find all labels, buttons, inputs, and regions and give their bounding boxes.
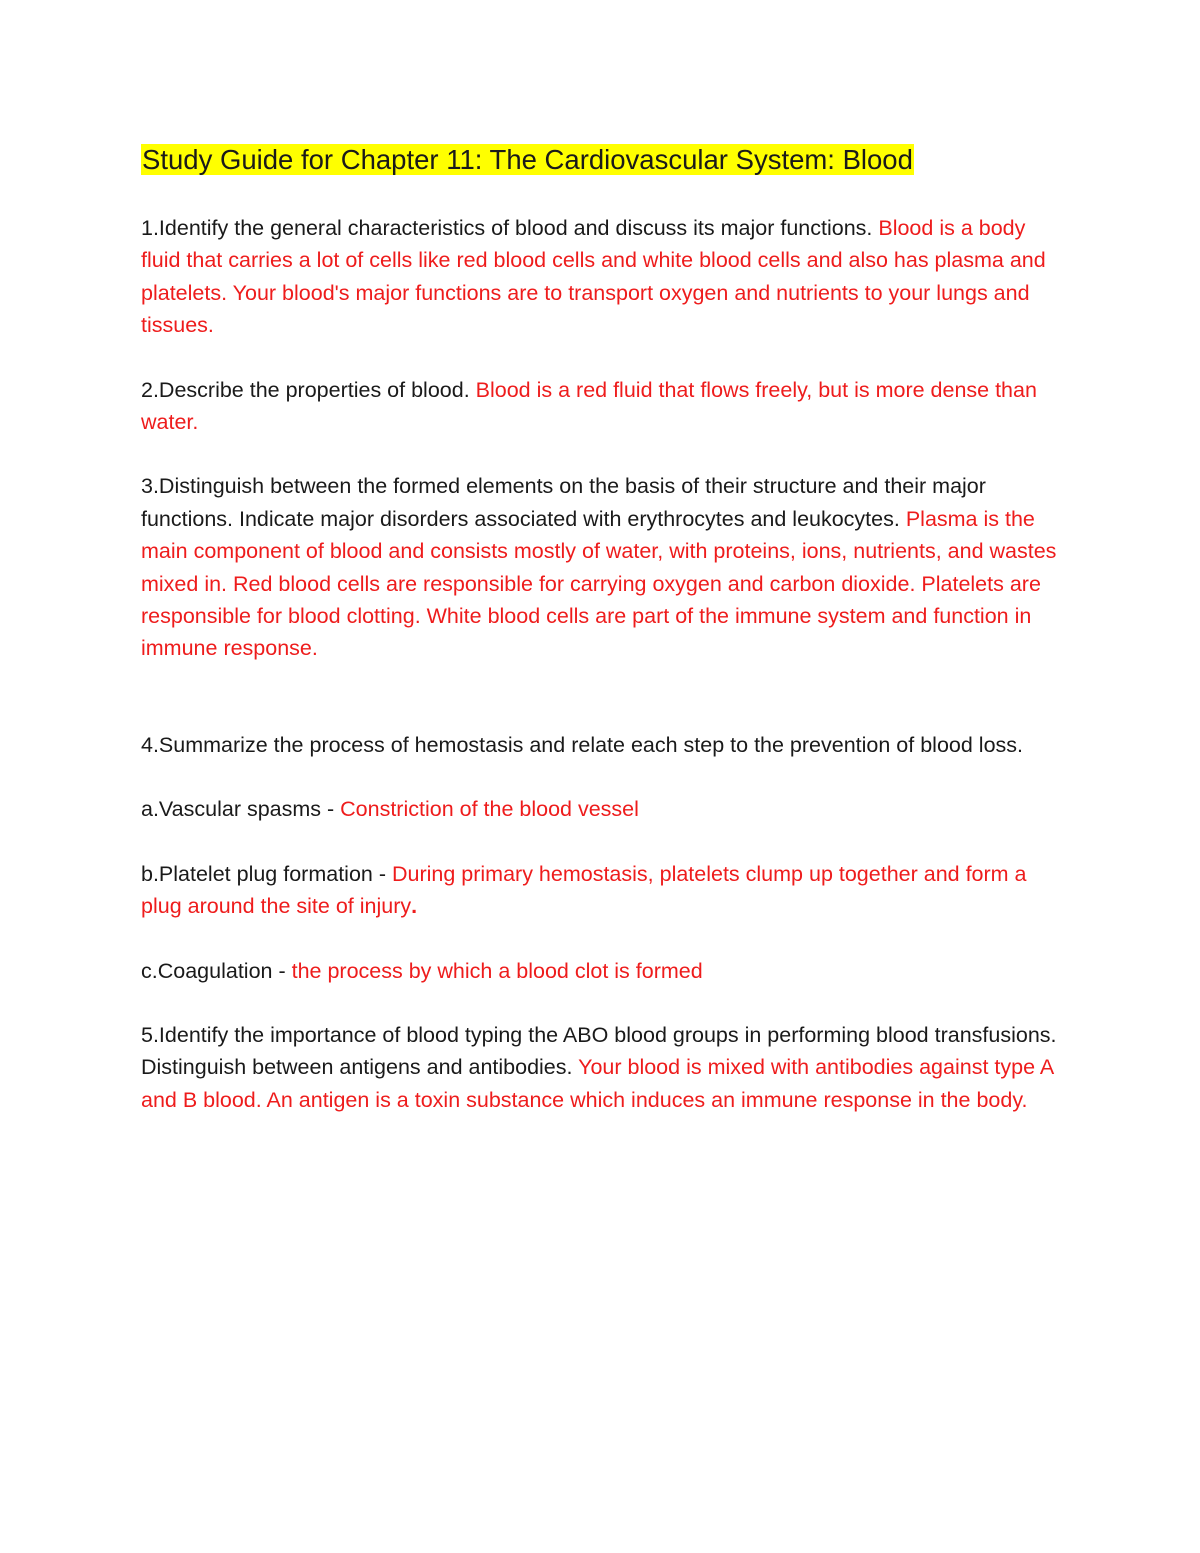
answer-4a-text: Constriction of the blood vessel xyxy=(340,797,639,822)
question-2 xyxy=(141,374,1061,439)
question-5 xyxy=(141,1019,1061,1116)
answer-4b-end: . xyxy=(411,894,418,919)
page-title: Study Guide for Chapter 11: The Cardiovascular System: Blood xyxy=(142,144,913,175)
question-4b xyxy=(141,858,1061,923)
answer-1-text: Blood is a body fluid that carries a lot of cells like red blood cells and white blood cells and also has plasma and platelets. Your blood's major functions are to transport oxygen and nutrients to your lungs and tissues. xyxy=(141,216,1046,338)
question-4a-text: a.Vascular spasms - xyxy=(141,797,341,822)
question-4b-text: b.Platelet plug formation - xyxy=(141,861,392,886)
question-2-text: 2.Describe the properties of blood. xyxy=(141,377,476,402)
question-4c xyxy=(141,955,1061,987)
answer-2-text: Blood is a red fluid that flows freely, but is more dense than water. xyxy=(141,377,1037,435)
question-4-text: 4.Summarize the process of hemostasis and relate each step to the prevention of blood loss. xyxy=(141,732,1023,757)
question-3-text: 3.Distinguish between the formed elements on the basis of their structure and their major functions. Indicate major disorders associated with erythrocytes and leukocytes. xyxy=(141,474,986,531)
question-1-text: 1.Identify the general characteristics of blood and discuss its major functions. xyxy=(141,216,879,240)
answer-4b-text: During primary hemostasis, platelets clump up together and form a plug around the site of injury xyxy=(141,861,1027,919)
question-3 xyxy=(141,470,1061,664)
question-4 xyxy=(141,729,1061,761)
question-5-text: 5.Identify the importance of blood typing the ABO blood groups in performing blood transfusions. Distinguish between antigens and antibodies. xyxy=(141,1022,1057,1080)
document-page xyxy=(141,140,1061,1148)
answer-4c-text: the process by which a blood clot is formed xyxy=(291,958,703,983)
question-1 xyxy=(141,212,1061,342)
title-line xyxy=(141,140,1061,180)
question-4a xyxy=(141,793,1061,825)
answer-5-text: Your blood is mixed with antibodies against type A and B blood. An antigen is a toxin substance which induces an immune response in the body. xyxy=(141,1055,1053,1112)
question-4c-text: c.Coagulation - xyxy=(141,958,292,983)
answer-3-text: Plasma is the main component of blood and consists mostly of water, with proteins, ions, nutrients, and wastes mixed in. Red blood cells are responsible for carrying oxygen and carbon dioxide. Platelets are responsible for blood clotting. White blood cells are part of the immune system and function in immune response. xyxy=(141,506,1057,661)
